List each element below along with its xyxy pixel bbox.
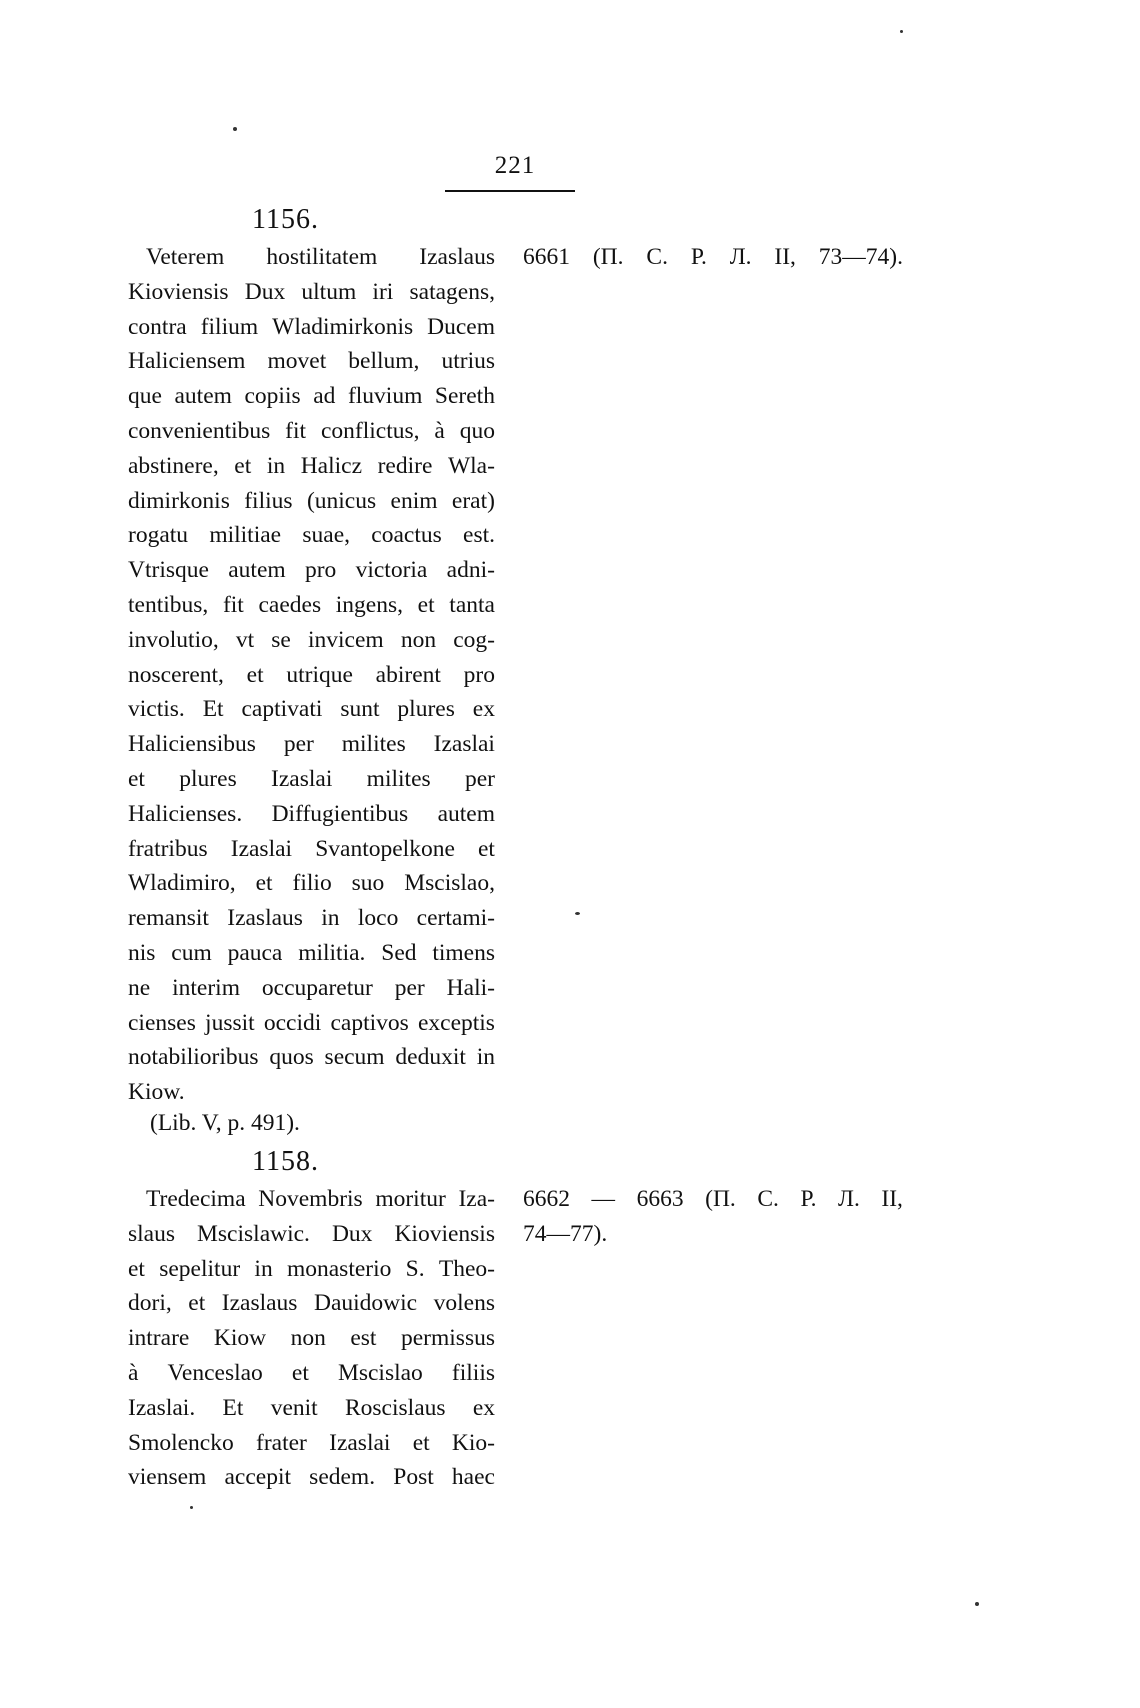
word: 6662 xyxy=(523,1186,570,1212)
word: tanta xyxy=(449,591,495,618)
page-number: 221 xyxy=(494,152,536,179)
word: et xyxy=(128,765,145,792)
word: ad xyxy=(313,383,336,410)
word: (unicus xyxy=(306,487,377,514)
word: interim xyxy=(172,974,240,1001)
word: С. xyxy=(757,1186,779,1212)
word: in xyxy=(266,452,286,479)
text-line xyxy=(523,1182,903,1217)
word: autem xyxy=(174,383,232,410)
text-line xyxy=(128,832,495,867)
word: militiae xyxy=(209,522,282,549)
word: Halicienses. xyxy=(128,800,243,827)
word: Theo- xyxy=(438,1255,495,1282)
word: Vtrisque xyxy=(128,557,209,584)
word: est. xyxy=(463,522,495,549)
word: Venceslao xyxy=(167,1359,263,1386)
word: II, xyxy=(774,244,796,270)
entry-1156-source-reference: (Lib. V, p. 491). xyxy=(150,1110,300,1136)
word: militia. xyxy=(298,939,366,966)
word: Kio- xyxy=(451,1429,495,1456)
word: per xyxy=(394,974,425,1001)
word: captivati xyxy=(241,696,323,723)
text-line xyxy=(128,1356,495,1391)
scan-speck xyxy=(575,912,580,915)
word: slaus xyxy=(128,1220,175,1247)
text-line xyxy=(128,588,495,623)
word: ne xyxy=(128,974,151,1001)
word: Mscislao xyxy=(337,1359,423,1386)
word: et xyxy=(255,870,273,897)
word: Izaslai. xyxy=(128,1394,196,1421)
word: II, xyxy=(881,1186,903,1212)
text-line xyxy=(128,414,495,449)
word: enim xyxy=(390,487,438,514)
word: satagens, xyxy=(409,278,495,305)
entry-1158-latin-text xyxy=(128,1182,495,1495)
text-line xyxy=(523,240,903,275)
text-line xyxy=(128,1006,495,1041)
word: Kioviensis xyxy=(394,1220,495,1247)
word: Haliciensibus xyxy=(128,731,256,758)
word: est xyxy=(350,1325,377,1352)
word: ex xyxy=(472,696,495,723)
word: frater xyxy=(256,1429,307,1456)
word: Et xyxy=(202,696,224,723)
text-line xyxy=(128,1460,495,1495)
text-line xyxy=(128,518,495,553)
word: Р. xyxy=(690,244,707,270)
word: pauca xyxy=(227,939,283,966)
word: secum xyxy=(324,1044,385,1071)
word: involutio, xyxy=(128,626,219,653)
word: filiis xyxy=(451,1359,495,1386)
word: Kioviensis xyxy=(128,278,229,305)
word: invicem xyxy=(307,626,384,653)
word: milites xyxy=(366,765,431,792)
word: cog- xyxy=(453,626,495,653)
word: per xyxy=(464,765,495,792)
entry-1158-chronicle-reference xyxy=(523,1182,903,1252)
text-line xyxy=(128,1391,495,1426)
scan-speck xyxy=(190,1506,193,1509)
word: Hali- xyxy=(446,974,495,1001)
word: suo xyxy=(351,870,385,897)
text-line xyxy=(128,623,495,658)
page-number-rule xyxy=(445,190,575,192)
text-line xyxy=(523,1217,903,1252)
word: Wladimiro, xyxy=(128,870,236,897)
word: coactus xyxy=(371,522,442,549)
word: Л. xyxy=(729,244,752,270)
text-line xyxy=(128,866,495,901)
word: deduxit xyxy=(395,1044,466,1071)
word: Tredecima xyxy=(146,1186,246,1212)
word: in xyxy=(321,905,340,932)
word: Izaslai xyxy=(271,765,333,792)
text-line xyxy=(128,1286,495,1321)
word: Wladimirkonis xyxy=(272,313,414,340)
word: Dux xyxy=(244,278,286,305)
word: Л. xyxy=(838,1186,860,1212)
text-line xyxy=(128,797,495,832)
word: Izaslai xyxy=(230,835,293,862)
word: venit xyxy=(270,1394,318,1421)
word: Kiow xyxy=(213,1325,267,1352)
word: monasterio xyxy=(286,1255,392,1282)
word: victoria xyxy=(355,557,428,584)
word: plures xyxy=(179,765,237,792)
text-line xyxy=(128,692,495,727)
scan-speck xyxy=(233,127,237,131)
word: abirent xyxy=(375,661,441,688)
word: noscerent, xyxy=(128,661,224,688)
text-line xyxy=(128,344,495,379)
word: in xyxy=(254,1255,273,1282)
word: ultum xyxy=(301,278,357,305)
text-line xyxy=(128,1321,495,1356)
text-line xyxy=(128,1252,495,1287)
word: Mscislawic. xyxy=(197,1220,310,1247)
word: fit xyxy=(222,591,244,618)
word: victis. xyxy=(128,696,185,723)
word: autem xyxy=(228,557,286,584)
word: sunt xyxy=(340,696,380,723)
text-line xyxy=(128,1182,495,1217)
text-line xyxy=(128,901,495,936)
word: Izaslaus xyxy=(419,244,495,270)
text-line xyxy=(128,1075,495,1110)
word: Kiow. xyxy=(128,1079,185,1106)
entry-year-1156: 1156. xyxy=(252,204,319,235)
word: non xyxy=(400,626,437,653)
word: cum xyxy=(171,939,212,966)
word: Et xyxy=(222,1394,244,1421)
word: Roscislaus xyxy=(344,1394,446,1421)
word: rogatu xyxy=(128,522,189,549)
entry-year-1158: 1158. xyxy=(252,1146,319,1177)
word: (П. xyxy=(592,244,624,270)
word: et xyxy=(246,661,264,688)
word: dori, xyxy=(128,1290,172,1317)
word: Izaslaus xyxy=(221,1290,298,1317)
word: et xyxy=(417,591,435,618)
word: 74—77). xyxy=(523,1220,608,1247)
word: conflictus, xyxy=(320,417,420,444)
word: occidi xyxy=(263,1009,322,1036)
word: que xyxy=(128,383,162,410)
word: Ducem xyxy=(427,313,495,340)
word: redire xyxy=(377,452,433,479)
word: adni- xyxy=(446,557,495,584)
word: erat) xyxy=(451,487,495,514)
word: loco xyxy=(357,905,399,932)
scan-speck xyxy=(900,30,903,33)
word: filium xyxy=(200,313,259,340)
word: et xyxy=(412,1429,430,1456)
word: se xyxy=(271,626,291,653)
word: accepit xyxy=(224,1464,292,1491)
text-line xyxy=(128,275,495,310)
word: copiis xyxy=(244,383,301,410)
word: et xyxy=(291,1359,309,1386)
text-line xyxy=(128,1040,495,1075)
word: movet xyxy=(267,348,327,375)
word: et xyxy=(478,835,495,862)
word: dimirkonis xyxy=(128,487,230,514)
word: 73—74). xyxy=(818,244,903,270)
word: à xyxy=(128,1359,139,1386)
word: et xyxy=(188,1290,206,1317)
word: Sed xyxy=(381,939,417,966)
word: Diffugientibus xyxy=(271,800,409,827)
word: ingens, xyxy=(335,591,404,618)
text-line xyxy=(128,658,495,693)
word: et xyxy=(128,1255,145,1282)
word: iri xyxy=(372,278,394,305)
text-line xyxy=(128,310,495,345)
word: 6661 xyxy=(523,244,570,270)
word: Izaslai xyxy=(329,1429,391,1456)
word: Р. xyxy=(800,1186,817,1212)
word: viensem xyxy=(128,1464,207,1491)
word: — xyxy=(591,1186,616,1212)
word: pro xyxy=(304,557,337,584)
word: utrius xyxy=(441,348,495,375)
word: vt xyxy=(235,626,255,653)
word: autem xyxy=(437,800,495,827)
text-line xyxy=(128,762,495,797)
word: contra xyxy=(128,313,187,340)
word: quos xyxy=(269,1044,314,1071)
text-line xyxy=(128,936,495,971)
word: moritur xyxy=(375,1186,446,1212)
word: plures xyxy=(397,696,455,723)
text-line xyxy=(128,449,495,484)
word: per xyxy=(283,731,314,758)
word: Haliciensem xyxy=(128,348,246,375)
word: volens xyxy=(433,1290,495,1317)
word: bellum, xyxy=(348,348,420,375)
word: Veterem xyxy=(146,244,225,270)
word: 6663 xyxy=(636,1186,684,1212)
word: Mscislao, xyxy=(404,870,495,897)
text-line xyxy=(128,1426,495,1461)
word: milites xyxy=(341,731,406,758)
word: ex xyxy=(472,1394,495,1421)
word: in xyxy=(476,1044,495,1071)
word: hostilitatem xyxy=(266,244,378,270)
word: filius xyxy=(244,487,293,514)
word: intrare xyxy=(128,1325,190,1352)
word: non xyxy=(290,1325,326,1352)
text-line xyxy=(128,379,495,414)
word: fluvium xyxy=(347,383,423,410)
word: nis xyxy=(128,939,156,966)
text-line xyxy=(128,553,495,588)
word: occuparetur xyxy=(261,974,373,1001)
text-line xyxy=(128,484,495,519)
word: timens xyxy=(432,939,495,966)
word: Izaslai xyxy=(433,731,495,758)
word: Novembris xyxy=(258,1186,363,1212)
text-line xyxy=(128,971,495,1006)
word: à xyxy=(434,417,445,444)
entry-1156-chronicle-reference xyxy=(523,240,903,275)
word: (П. xyxy=(705,1186,736,1212)
word: sepelitur xyxy=(159,1255,241,1282)
word: permissus xyxy=(400,1325,495,1352)
word: sedem. xyxy=(309,1464,376,1491)
word: Smolencko xyxy=(128,1429,234,1456)
word: Svantopelkone xyxy=(315,835,455,862)
word: utrique xyxy=(286,661,353,688)
word: quo xyxy=(459,417,495,444)
word: fit xyxy=(285,417,307,444)
word: С. xyxy=(646,244,668,270)
word: filio xyxy=(292,870,332,897)
word: Dux xyxy=(331,1220,373,1247)
word: remansit xyxy=(128,905,209,932)
word: haec xyxy=(451,1464,495,1491)
entry-1156-latin-text xyxy=(128,240,495,1110)
word: cienses xyxy=(128,1009,196,1036)
text-line xyxy=(128,727,495,762)
text-line xyxy=(128,1217,495,1252)
word: abstinere, xyxy=(128,452,219,479)
word: pro xyxy=(463,661,495,688)
word: convenientibus xyxy=(128,417,271,444)
word: S. xyxy=(405,1255,425,1282)
word: fratribus xyxy=(128,835,208,862)
word: Post xyxy=(393,1464,434,1491)
scan-speck xyxy=(975,1602,979,1606)
word: suae, xyxy=(302,522,351,549)
word: Wla- xyxy=(447,452,495,479)
word: notabilioribus xyxy=(128,1044,259,1071)
word: caedes xyxy=(258,591,322,618)
word: Izaslaus xyxy=(227,905,303,932)
word: et xyxy=(234,452,252,479)
word: Iza- xyxy=(458,1186,495,1212)
word: captivos xyxy=(330,1009,409,1036)
word: Dauidowic xyxy=(313,1290,418,1317)
word: certami- xyxy=(416,905,495,932)
word: exceptis xyxy=(417,1009,495,1036)
word: jussit xyxy=(205,1009,255,1036)
word: Sereth xyxy=(434,383,495,410)
text-line xyxy=(128,240,495,275)
word: Halicz xyxy=(300,452,363,479)
word: tentibus, xyxy=(128,591,209,618)
